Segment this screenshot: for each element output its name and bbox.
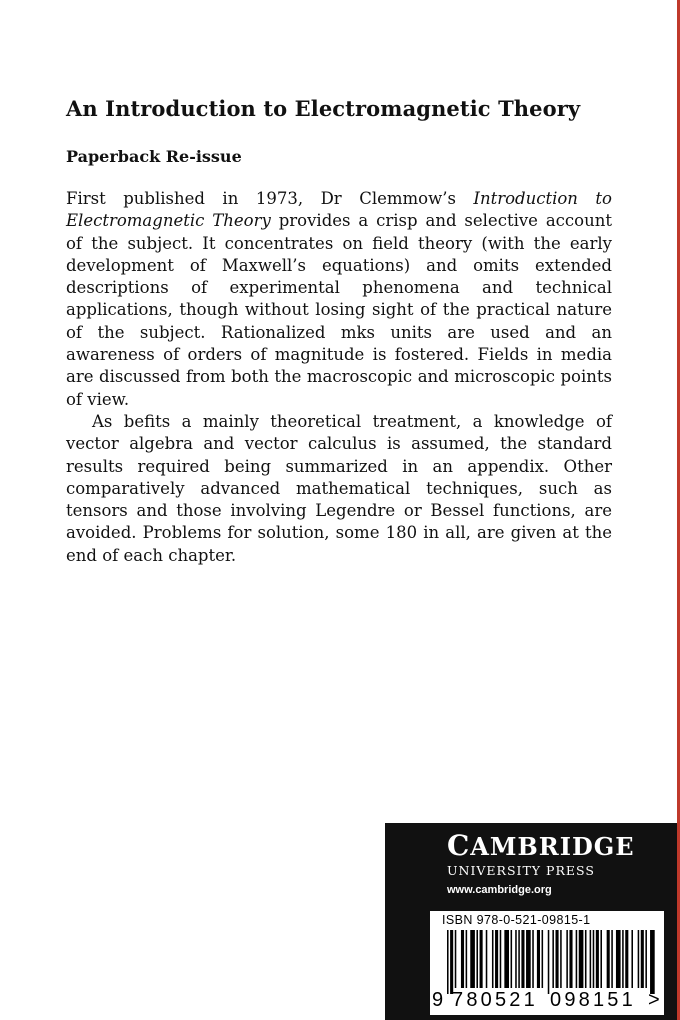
ean-digits-left: 780521 — [452, 989, 538, 1011]
publisher-url: www.cambridge.org — [447, 884, 552, 896]
publisher-name: CAMBRIDGE — [447, 829, 635, 862]
book-title: An Introduction to Electromagnetic Theory — [66, 96, 581, 121]
description-paragraph-1: First published in 1973, Dr Clemmow’s Introduction to Electromagnetic Theory provides a crisp and selective account of the subject. It concentrates on field theory (with the early development of Maxwell’s equations) and omits extended descriptions of experimental phenomena and technical applications, though without losing sight of the practical nature of the subject. Rationalized mks units are used and an awareness of orders of magnitude is fostered. Fields in media are discussed from both the macroscopic and microscopic points of view. — [66, 189, 612, 409]
book-description — [66, 188, 612, 567]
ean-digits-right: 098151 — [550, 989, 636, 1011]
publisher-press: UNIVERSITY PRESS — [447, 863, 595, 878]
ean-quiet-mark: > — [648, 989, 660, 1011]
description-paragraph-2: As befits a mainly theoretical treatment, a knowledge of vector algebra and vector calculus is assumed, the standard results required being summarized in an appendix. Other comparatively advanced mathematical techniques, such as tensors and those involving Legendre or Bessel functions, are avoided. Problems for solution, some 180 in all, are given at the end of each chapter. — [66, 411, 612, 565]
ean-digits — [430, 989, 664, 1015]
publisher-box — [385, 823, 677, 1020]
ean-digit-first: 9 — [432, 989, 444, 1011]
barcode-panel — [430, 911, 664, 1015]
title-italic: Introduction to Electromagnetic Theory — [66, 189, 612, 231]
isbn-label: ISBN 978-0-521-09815-1 — [442, 913, 591, 927]
edition-label: Paperback Re-issue — [66, 147, 242, 166]
